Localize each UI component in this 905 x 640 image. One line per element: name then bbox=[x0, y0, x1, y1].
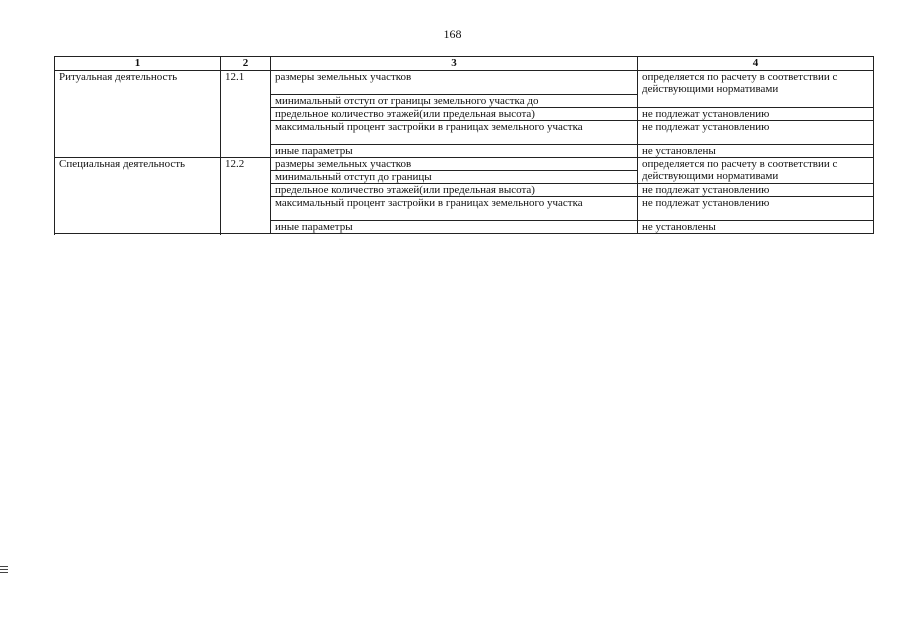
land-use-kind: Специальная деятельность bbox=[55, 158, 221, 234]
parameter-value: определяется по расчету в соответствии с действующими нормативами bbox=[638, 71, 874, 108]
land-use-parameters-table bbox=[54, 56, 874, 234]
header-row bbox=[55, 57, 874, 71]
parameter-value: не установлены bbox=[638, 221, 874, 234]
parameter-value: не установлены bbox=[638, 145, 874, 158]
land-use-code: 12.1 bbox=[221, 71, 271, 158]
parameter-name: минимальный отступ до границы bbox=[271, 171, 638, 184]
parameter-name: иные параметры bbox=[271, 221, 638, 234]
parameter-value: не подлежат установлению bbox=[638, 184, 874, 197]
parameter-name: максимальный процент застройки в границах земельного участка bbox=[271, 197, 638, 221]
parameter-value: не подлежат установлению bbox=[638, 108, 874, 121]
table-row bbox=[55, 71, 874, 83]
parameter-name: иные параметры bbox=[271, 145, 638, 158]
parameter-name: размеры земельных участков bbox=[271, 158, 638, 171]
parameter-value: определяется по расчету в соответствии с действующими нормативами bbox=[638, 158, 874, 184]
parameter-value: не подлежат установлению bbox=[638, 121, 874, 145]
parameter-name: максимальный процент застройки в границах земельного участка bbox=[271, 121, 638, 145]
parameter-name: предельное количество этажей(или предельная высота) bbox=[271, 108, 638, 121]
parameter-name: размеры земельных участков bbox=[271, 71, 638, 95]
header-cell: 4 bbox=[638, 57, 874, 71]
header-cell: 3 bbox=[271, 57, 638, 71]
header-cell: 1 bbox=[55, 57, 221, 71]
parameter-value: не подлежат установлению bbox=[638, 197, 874, 221]
parameter-name: минимальный отступ от границы земельного участка до bbox=[271, 95, 638, 108]
header-cell: 2 bbox=[221, 57, 271, 71]
scan-artifact-mark bbox=[0, 566, 8, 576]
page-number: 168 bbox=[443, 27, 462, 41]
parameter-name: предельное количество этажей(или предельная высота) bbox=[271, 184, 638, 197]
land-use-code: 12.2 bbox=[221, 158, 271, 234]
table-row bbox=[55, 158, 874, 171]
land-use-kind: Ритуальная деятельность bbox=[55, 71, 221, 158]
